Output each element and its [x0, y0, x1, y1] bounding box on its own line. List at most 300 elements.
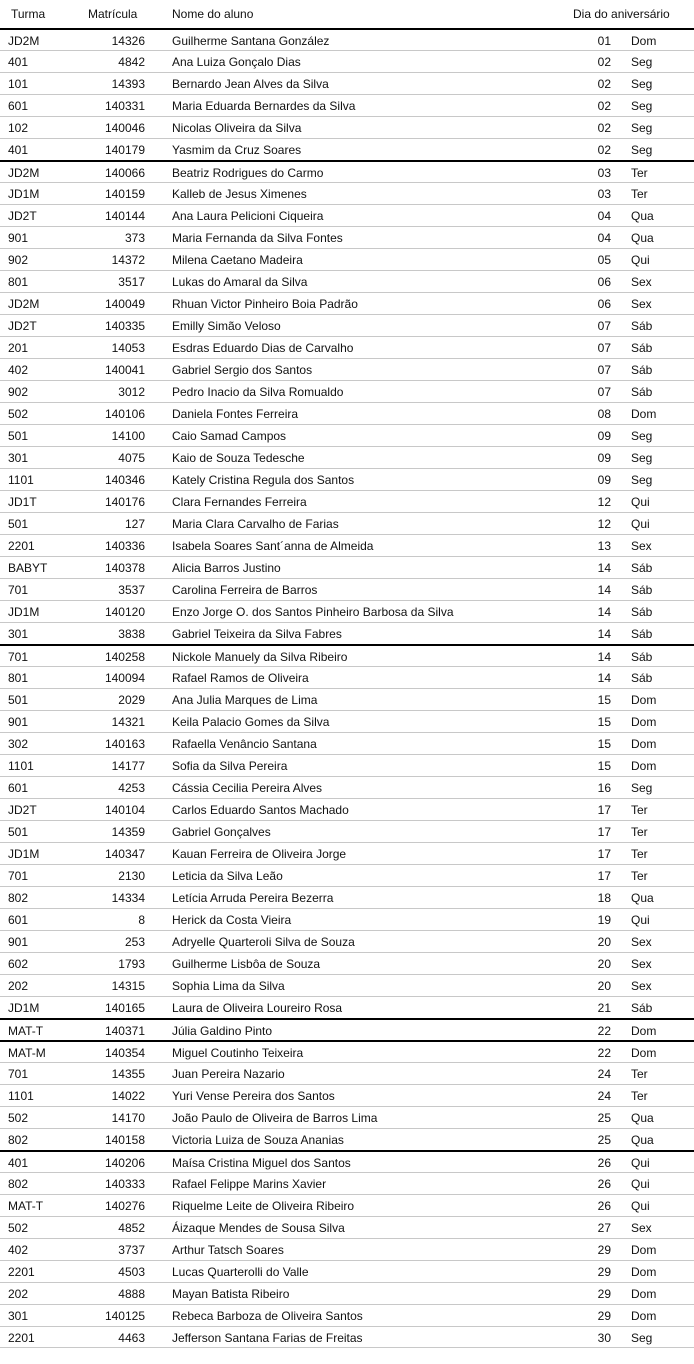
cell-nome: Pedro Inacio da Silva Romualdo — [172, 385, 344, 399]
cell-nome: Juan Pereira Nazario — [172, 1067, 285, 1081]
table-row — [0, 1260, 694, 1282]
cell-dia-semana: Seg — [631, 451, 653, 465]
cell-dia-semana: Sáb — [631, 319, 653, 333]
cell-turma: 701 — [8, 1067, 29, 1081]
cell-dia-semana: Sáb — [631, 650, 653, 664]
cell-turma: 601 — [8, 913, 29, 927]
cell-matricula: 4463 — [118, 1331, 145, 1345]
cell-dia-semana: Sex — [631, 979, 652, 993]
table-row — [0, 1150, 694, 1172]
cell-nome: Kalleb de Jesus Ximenes — [172, 187, 307, 201]
cell-dia: 05 — [597, 253, 611, 267]
cell-turma: 302 — [8, 737, 29, 751]
cell-nome: Maísa Cristina Miguel dos Santos — [172, 1156, 351, 1170]
cell-matricula: 140066 — [104, 166, 145, 180]
cell-nome: Carlos Eduardo Santos Machado — [172, 803, 349, 817]
cell-matricula: 1793 — [118, 957, 145, 971]
cell-nome: Caio Samad Campos — [172, 429, 287, 443]
cell-dia-semana: Seg — [631, 143, 653, 157]
cell-dia-semana: Qui — [631, 1199, 650, 1213]
header-aniversario: Dia do aniversário — [573, 7, 670, 21]
table-row — [0, 358, 694, 380]
cell-nome: Leticia da Silva Leão — [172, 869, 283, 883]
table-row — [0, 556, 694, 578]
cell-dia-semana: Ter — [631, 1067, 648, 1081]
cell-nome: Ana Luiza Gonçalo Dias — [172, 55, 301, 69]
cell-dia: 02 — [597, 77, 611, 91]
cell-matricula: 4842 — [118, 55, 145, 69]
cell-turma: 301 — [8, 1309, 29, 1323]
cell-nome: Gabriel Gonçalves — [172, 825, 271, 839]
cell-dia: 29 — [597, 1265, 611, 1279]
cell-matricula: 140176 — [104, 495, 145, 509]
cell-dia: 08 — [597, 407, 611, 421]
table-row — [0, 116, 694, 138]
table-row — [0, 666, 694, 688]
cell-matricula: 140163 — [104, 737, 145, 751]
cell-matricula: 140331 — [104, 99, 145, 113]
cell-turma: JD1M — [8, 605, 40, 619]
cell-matricula: 140049 — [104, 297, 145, 311]
cell-dia-semana: Qua — [631, 1111, 654, 1125]
cell-turma: 201 — [8, 341, 29, 355]
cell-matricula: 140346 — [104, 473, 145, 487]
cell-nome: Letícia Arruda Pereira Bezerra — [172, 891, 334, 905]
cell-nome: Guilherme Santana González — [172, 34, 330, 48]
table-row — [0, 1128, 694, 1150]
cell-nome: Maria Eduarda Bernardes da Silva — [172, 99, 356, 113]
cell-dia: 25 — [597, 1133, 611, 1147]
table-row — [0, 798, 694, 820]
cell-dia-semana: Ter — [631, 187, 648, 201]
cell-nome: Keila Palacio Gomes da Silva — [172, 715, 330, 729]
table-row — [0, 94, 694, 116]
table-row — [0, 1304, 694, 1326]
cell-matricula: 140336 — [104, 539, 145, 553]
table-row — [0, 1326, 694, 1348]
cell-dia-semana: Dom — [631, 715, 657, 729]
cell-dia: 21 — [597, 1001, 611, 1015]
cell-matricula: 140144 — [104, 209, 145, 223]
cell-turma: BABYT — [8, 561, 48, 575]
cell-dia: 26 — [597, 1199, 611, 1213]
cell-dia-semana: Sex — [631, 539, 652, 553]
cell-turma: JD2T — [8, 803, 37, 817]
cell-turma: MAT-M — [8, 1046, 46, 1060]
table-row — [0, 28, 694, 50]
cell-dia: 09 — [597, 429, 611, 443]
cell-nome: Nickole Manuely da Silva Ribeiro — [172, 650, 348, 664]
cell-dia-semana: Seg — [631, 1331, 653, 1345]
cell-dia: 14 — [597, 605, 611, 619]
cell-dia-semana: Qui — [631, 253, 650, 267]
cell-turma: 401 — [8, 55, 29, 69]
cell-dia: 18 — [597, 891, 611, 905]
cell-turma: 901 — [8, 231, 29, 245]
cell-matricula: 140106 — [104, 407, 145, 421]
cell-dia-semana: Ter — [631, 847, 648, 861]
cell-nome: Rafaella Venâncio Santana — [172, 737, 317, 751]
cell-dia-semana: Seg — [631, 77, 653, 91]
cell-turma: 1101 — [8, 759, 34, 773]
cell-nome: Sofia da Silva Pereira — [172, 759, 288, 773]
table-row — [0, 622, 694, 644]
cell-matricula: 3737 — [118, 1243, 145, 1257]
cell-matricula: 8 — [138, 913, 145, 927]
table-row — [0, 908, 694, 930]
cell-turma: 501 — [8, 693, 29, 707]
cell-dia: 15 — [597, 693, 611, 707]
cell-dia-semana: Sex — [631, 957, 652, 971]
cell-dia-semana: Ter — [631, 869, 648, 883]
cell-nome: Miguel Coutinho Teixeira — [172, 1046, 304, 1060]
cell-nome: Gabriel Sergio dos Santos — [172, 363, 313, 377]
header-matricula: Matrícula — [88, 7, 138, 21]
cell-dia-semana: Sex — [631, 1221, 652, 1235]
cell-matricula: 140041 — [104, 363, 145, 377]
cell-dia: 06 — [597, 275, 611, 289]
cell-turma: 202 — [8, 1287, 29, 1301]
table-row — [0, 138, 694, 160]
cell-dia: 25 — [597, 1111, 611, 1125]
cell-nome: Maria Fernanda da Silva Fontes — [172, 231, 343, 245]
cell-matricula: 140378 — [104, 561, 145, 575]
cell-dia-semana: Seg — [631, 473, 653, 487]
table-body — [0, 28, 694, 1348]
cell-nome: Milena Caetano Madeira — [172, 253, 303, 267]
cell-nome: Clara Fernandes Ferreira — [172, 495, 307, 509]
cell-dia: 29 — [597, 1287, 611, 1301]
cell-dia: 12 — [597, 517, 611, 531]
cell-nome: Ana Laura Pelicioni Ciqueira — [172, 209, 324, 223]
table-row — [0, 600, 694, 622]
table-row — [0, 204, 694, 226]
table-row — [0, 1106, 694, 1128]
cell-matricula: 140120 — [104, 605, 145, 619]
cell-dia: 01 — [597, 34, 611, 48]
cell-dia: 09 — [597, 451, 611, 465]
cell-nome: Riquelme Leite de Oliveira Ribeiro — [172, 1199, 355, 1213]
table-row — [0, 1018, 694, 1040]
cell-turma: 501 — [8, 825, 29, 839]
cell-nome: Ana Julia Marques de Lima — [172, 693, 318, 707]
cell-matricula: 4075 — [118, 451, 145, 465]
cell-turma: 502 — [8, 407, 29, 421]
cell-dia-semana: Dom — [631, 34, 657, 48]
cell-dia-semana: Dom — [631, 407, 657, 421]
cell-matricula: 140206 — [104, 1156, 145, 1170]
cell-dia: 17 — [597, 825, 611, 839]
table-row — [0, 1194, 694, 1216]
cell-matricula: 14177 — [111, 759, 145, 773]
cell-turma: 402 — [8, 363, 29, 377]
cell-nome: Lukas do Amaral da Silva — [172, 275, 308, 289]
cell-dia: 02 — [597, 55, 611, 69]
cell-turma: 301 — [8, 451, 29, 465]
cell-dia: 17 — [597, 803, 611, 817]
cell-matricula: 140258 — [104, 650, 145, 664]
cell-dia: 07 — [597, 341, 611, 355]
cell-matricula: 14326 — [111, 34, 145, 48]
cell-nome: Jefferson Santana Farias de Freitas — [172, 1331, 363, 1345]
cell-matricula: 3838 — [118, 627, 145, 641]
cell-dia-semana: Qua — [631, 1133, 654, 1147]
cell-matricula: 140158 — [104, 1133, 145, 1147]
cell-matricula: 4503 — [118, 1265, 145, 1279]
cell-dia-semana: Qui — [631, 913, 650, 927]
cell-matricula: 4852 — [118, 1221, 145, 1235]
cell-dia: 26 — [597, 1177, 611, 1191]
cell-dia-semana: Sex — [631, 935, 652, 949]
cell-dia: 22 — [597, 1046, 611, 1060]
table-row — [0, 886, 694, 908]
cell-dia-semana: Sáb — [631, 671, 653, 685]
cell-dia-semana: Sáb — [631, 385, 653, 399]
cell-matricula: 140094 — [104, 671, 145, 685]
cell-dia: 19 — [597, 913, 611, 927]
cell-turma: 1101 — [8, 1089, 34, 1103]
cell-turma: 801 — [8, 671, 29, 685]
cell-matricula: 3517 — [118, 275, 145, 289]
cell-dia: 07 — [597, 363, 611, 377]
table-row — [0, 952, 694, 974]
table-row — [0, 226, 694, 248]
table-header — [0, 0, 694, 28]
cell-dia: 13 — [597, 539, 611, 553]
cell-dia: 16 — [597, 781, 611, 795]
cell-nome: Lucas Quarterolli do Valle — [172, 1265, 309, 1279]
cell-matricula: 14334 — [111, 891, 145, 905]
cell-dia: 07 — [597, 319, 611, 333]
cell-dia: 04 — [597, 231, 611, 245]
cell-nome: Kaio de Souza Tedesche — [172, 451, 305, 465]
cell-dia-semana: Qui — [631, 517, 650, 531]
cell-turma: JD2T — [8, 319, 37, 333]
cell-matricula: 3537 — [118, 583, 145, 597]
cell-dia: 09 — [597, 473, 611, 487]
cell-matricula: 140125 — [104, 1309, 145, 1323]
cell-turma: 701 — [8, 583, 29, 597]
table-row — [0, 710, 694, 732]
cell-turma: 202 — [8, 979, 29, 993]
cell-dia: 24 — [597, 1089, 611, 1103]
table-row — [0, 182, 694, 204]
cell-dia-semana: Ter — [631, 166, 648, 180]
cell-dia-semana: Dom — [631, 759, 657, 773]
cell-turma: JD1M — [8, 1001, 40, 1015]
cell-turma: 501 — [8, 429, 29, 443]
cell-matricula: 140354 — [104, 1046, 145, 1060]
table-row — [0, 864, 694, 886]
cell-dia-semana: Seg — [631, 429, 653, 443]
cell-dia-semana: Sáb — [631, 561, 653, 575]
cell-matricula: 14170 — [111, 1111, 145, 1125]
cell-dia-semana: Ter — [631, 803, 648, 817]
cell-nome: Rebeca Barboza de Oliveira Santos — [172, 1309, 363, 1323]
cell-matricula: 14393 — [111, 77, 145, 91]
cell-turma: 401 — [8, 143, 29, 157]
table-row — [0, 1062, 694, 1084]
cell-dia: 22 — [597, 1024, 611, 1038]
cell-turma: 601 — [8, 781, 29, 795]
cell-matricula: 4888 — [118, 1287, 145, 1301]
cell-nome: Mayan Batista Ribeiro — [172, 1287, 290, 1301]
cell-turma: 402 — [8, 1243, 29, 1257]
cell-turma: MAT-T — [8, 1199, 44, 1213]
cell-turma: 701 — [8, 650, 29, 664]
cell-nome: Arthur Tatsch Soares — [172, 1243, 284, 1257]
table-row — [0, 688, 694, 710]
cell-dia: 14 — [597, 583, 611, 597]
cell-dia: 30 — [597, 1331, 611, 1345]
table-row — [0, 512, 694, 534]
cell-dia-semana: Sáb — [631, 583, 653, 597]
cell-matricula: 127 — [124, 517, 145, 531]
table-row — [0, 820, 694, 842]
cell-nome: Yuri Vense Pereira dos Santos — [172, 1089, 335, 1103]
table-row — [0, 996, 694, 1018]
cell-matricula: 140276 — [104, 1199, 145, 1213]
table-row — [0, 754, 694, 776]
cell-dia-semana: Sáb — [631, 627, 653, 641]
table-row — [0, 50, 694, 72]
cell-nome: Maria Clara Carvalho de Farias — [172, 517, 339, 531]
cell-nome: Laura de Oliveira Loureiro Rosa — [172, 1001, 343, 1015]
cell-turma: 901 — [8, 935, 29, 949]
table-row — [0, 446, 694, 468]
cell-nome: Sophia Lima da Silva — [172, 979, 285, 993]
table-row — [0, 160, 694, 182]
cell-dia: 15 — [597, 737, 611, 751]
cell-dia-semana: Seg — [631, 55, 653, 69]
cell-turma: JD2M — [8, 166, 40, 180]
table-row — [0, 270, 694, 292]
cell-dia-semana: Qua — [631, 231, 654, 245]
cell-turma: 602 — [8, 957, 29, 971]
cell-turma: 802 — [8, 1177, 29, 1191]
table-row — [0, 1282, 694, 1304]
table-row — [0, 842, 694, 864]
cell-dia: 20 — [597, 935, 611, 949]
cell-matricula: 253 — [124, 935, 145, 949]
cell-dia-semana: Sáb — [631, 605, 653, 619]
cell-dia-semana: Sáb — [631, 341, 653, 355]
cell-dia: 26 — [597, 1156, 611, 1170]
cell-dia: 03 — [597, 166, 611, 180]
cell-dia-semana: Dom — [631, 1024, 657, 1038]
cell-turma: JD1M — [8, 187, 40, 201]
cell-dia-semana: Dom — [631, 1046, 657, 1060]
cell-nome: Nicolas Oliveira da Silva — [172, 121, 302, 135]
cell-dia: 29 — [597, 1243, 611, 1257]
cell-matricula: 14022 — [111, 1089, 145, 1103]
table-row — [0, 468, 694, 490]
cell-matricula: 14359 — [111, 825, 145, 839]
cell-nome: Bernardo Jean Alves da Silva — [172, 77, 329, 91]
cell-matricula: 2029 — [118, 693, 145, 707]
table-row — [0, 1040, 694, 1062]
cell-turma: 802 — [8, 1133, 29, 1147]
cell-nome: Áizaque Mendes de Sousa Silva — [172, 1221, 345, 1235]
cell-matricula: 14053 — [111, 341, 145, 355]
cell-nome: Adryelle Quarteroli Silva de Souza — [172, 935, 355, 949]
cell-turma: 1101 — [8, 473, 34, 487]
cell-dia: 12 — [597, 495, 611, 509]
cell-dia: 29 — [597, 1309, 611, 1323]
cell-turma: 502 — [8, 1111, 29, 1125]
cell-dia-semana: Qui — [631, 1177, 650, 1191]
cell-nome: Júlia Galdino Pinto — [172, 1024, 273, 1038]
table-row — [0, 1238, 694, 1260]
cell-dia: 17 — [597, 869, 611, 883]
cell-dia-semana: Qui — [631, 495, 650, 509]
cell-nome: Emilly Simão Veloso — [172, 319, 281, 333]
cell-dia: 02 — [597, 121, 611, 135]
cell-dia-semana: Qua — [631, 891, 654, 905]
cell-dia: 07 — [597, 385, 611, 399]
cell-nome: Rafael Felippe Marins Xavier — [172, 1177, 327, 1191]
cell-dia-semana: Dom — [631, 1309, 657, 1323]
cell-turma: JD1T — [8, 495, 37, 509]
cell-dia-semana: Sex — [631, 275, 652, 289]
cell-nome: Yasmim da Cruz Soares — [172, 143, 302, 157]
cell-turma: MAT-T — [8, 1024, 44, 1038]
cell-dia-semana: Seg — [631, 121, 653, 135]
cell-dia-semana: Dom — [631, 693, 657, 707]
table-row — [0, 534, 694, 556]
table-row — [0, 1084, 694, 1106]
table-row — [0, 1172, 694, 1194]
cell-matricula: 14315 — [111, 979, 145, 993]
table-row — [0, 732, 694, 754]
cell-matricula: 140159 — [104, 187, 145, 201]
cell-dia: 03 — [597, 187, 611, 201]
cell-nome: Cássia Cecilia Pereira Alves — [172, 781, 323, 795]
cell-matricula: 140335 — [104, 319, 145, 333]
cell-matricula: 14100 — [111, 429, 145, 443]
cell-nome: Carolina Ferreira de Barros — [172, 583, 318, 597]
cell-dia: 27 — [597, 1221, 611, 1235]
cell-dia-semana: Qua — [631, 209, 654, 223]
cell-turma: 601 — [8, 99, 29, 113]
cell-turma: 802 — [8, 891, 29, 905]
cell-dia: 15 — [597, 759, 611, 773]
table-row — [0, 380, 694, 402]
cell-dia: 20 — [597, 979, 611, 993]
cell-nome: Kately Cristina Regula dos Santos — [172, 473, 355, 487]
cell-turma: JD2M — [8, 34, 40, 48]
cell-turma: 902 — [8, 385, 29, 399]
table-row — [0, 248, 694, 270]
cell-dia-semana: Dom — [631, 1287, 657, 1301]
cell-dia: 24 — [597, 1067, 611, 1081]
cell-turma: 902 — [8, 253, 29, 267]
cell-nome: Daniela Fontes Ferreira — [172, 407, 299, 421]
cell-matricula: 14321 — [111, 715, 145, 729]
header-turma: Turma — [11, 7, 46, 21]
table-row — [0, 776, 694, 798]
cell-dia: 20 — [597, 957, 611, 971]
cell-dia-semana: Ter — [631, 825, 648, 839]
cell-nome: Rafael Ramos de Oliveira — [172, 671, 309, 685]
cell-nome: Isabela Soares Sant´anna de Almeida — [172, 539, 374, 553]
cell-turma: 801 — [8, 275, 29, 289]
table-row — [0, 974, 694, 996]
cell-turma: 301 — [8, 627, 29, 641]
cell-turma: JD2M — [8, 297, 40, 311]
table-row — [0, 424, 694, 446]
table-row — [0, 72, 694, 94]
